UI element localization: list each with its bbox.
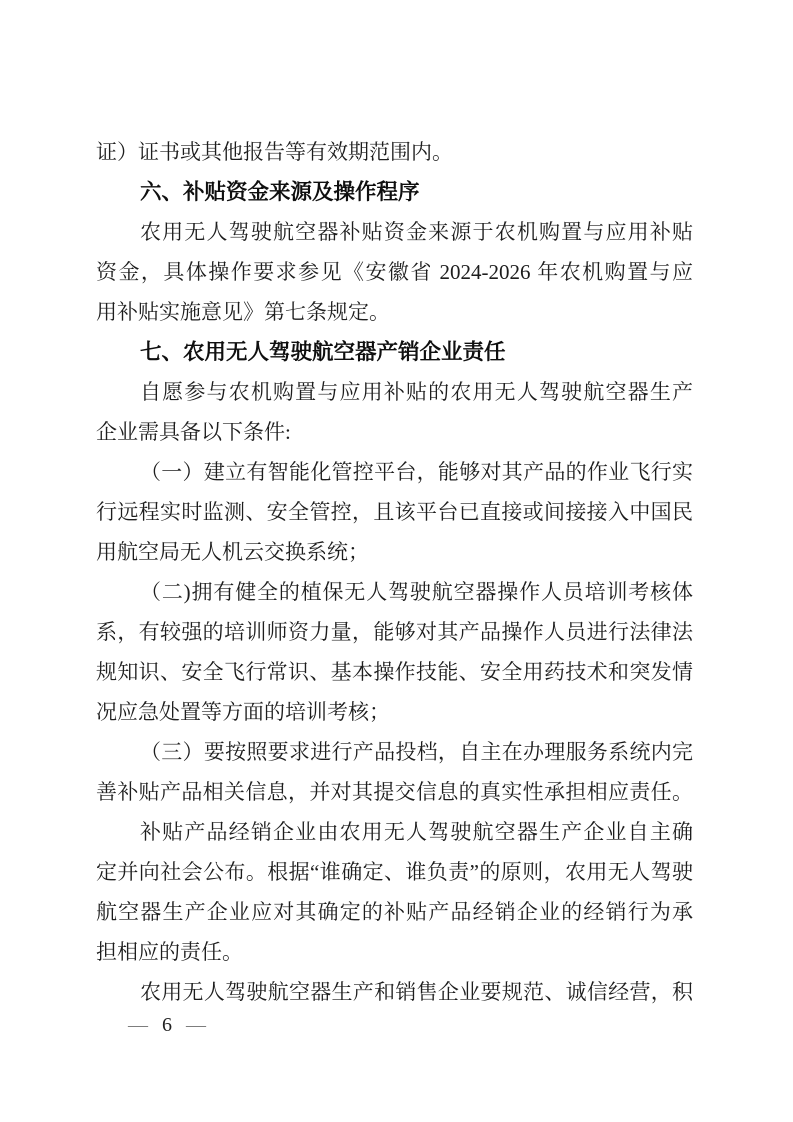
document-line: 定并向社会公布。根据“谁确定、谁负责”的原则，农用无人驾驶: [96, 860, 693, 884]
page-number-dash-left: —: [128, 1014, 148, 1036]
document-line: 自愿参与农机购置与应用补贴的农用无人驾驶航空器生产: [140, 380, 693, 404]
document-line: 用补贴实施意见》第七条规定。: [96, 300, 390, 324]
document-line: 善补贴产品相关信息，并对其提交信息的真实性承担相应责任。: [96, 780, 693, 804]
document-line: （三）要按照要求进行产品投档，自主在办理服务系统内完: [140, 740, 693, 764]
section-heading: 六、补贴资金来源及操作程序: [140, 180, 420, 204]
document-line: （一）建立有智能化管控平台，能够对其产品的作业飞行实: [140, 460, 693, 484]
document-line: 担相应的责任。: [96, 940, 243, 964]
document-line: 行远程实时监测、安全管控，且该平台已直接或间接接入中国民: [96, 500, 693, 524]
document-line: 况应急处置等方面的培训考核；: [96, 700, 390, 724]
document-line: 资金，具体操作要求参见《安徽省 2024-2026 年农机购置与应: [96, 260, 693, 284]
document-line: 规知识、安全飞行常识、基本操作技能、安全用药技术和突发情: [96, 660, 693, 684]
page-number: [128, 1008, 206, 1042]
document-line: 企业需具备以下条件:: [96, 420, 291, 444]
document-line: 用航空局无人机云交换系统；: [96, 540, 369, 564]
document-line: 农用无人驾驶航空器生产和销售企业要规范、诚信经营，积: [140, 980, 693, 1004]
page-number-value: 6: [162, 1014, 172, 1036]
text-block: [96, 132, 693, 1012]
document-line: 航空器生产企业应对其确定的补贴产品经销企业的经销行为承: [96, 900, 693, 924]
section-heading: 七、农用无人驾驶航空器产销企业责任: [140, 340, 506, 364]
document-line: 农用无人驾驶航空器补贴资金来源于农机购置与应用补贴: [140, 220, 693, 244]
document-line: （二)拥有健全的植保无人驾驶航空器操作人员培训考核体: [140, 580, 693, 604]
document-line: 系，有较强的培训师资力量，能够对其产品操作人员进行法律法: [96, 620, 693, 644]
document-line: 证）证书或其他报告等有效期范围内。: [96, 140, 453, 164]
document-line: 补贴产品经销企业由农用无人驾驶航空器生产企业自主确: [140, 820, 693, 844]
page-number-dash-right: —: [186, 1014, 206, 1036]
